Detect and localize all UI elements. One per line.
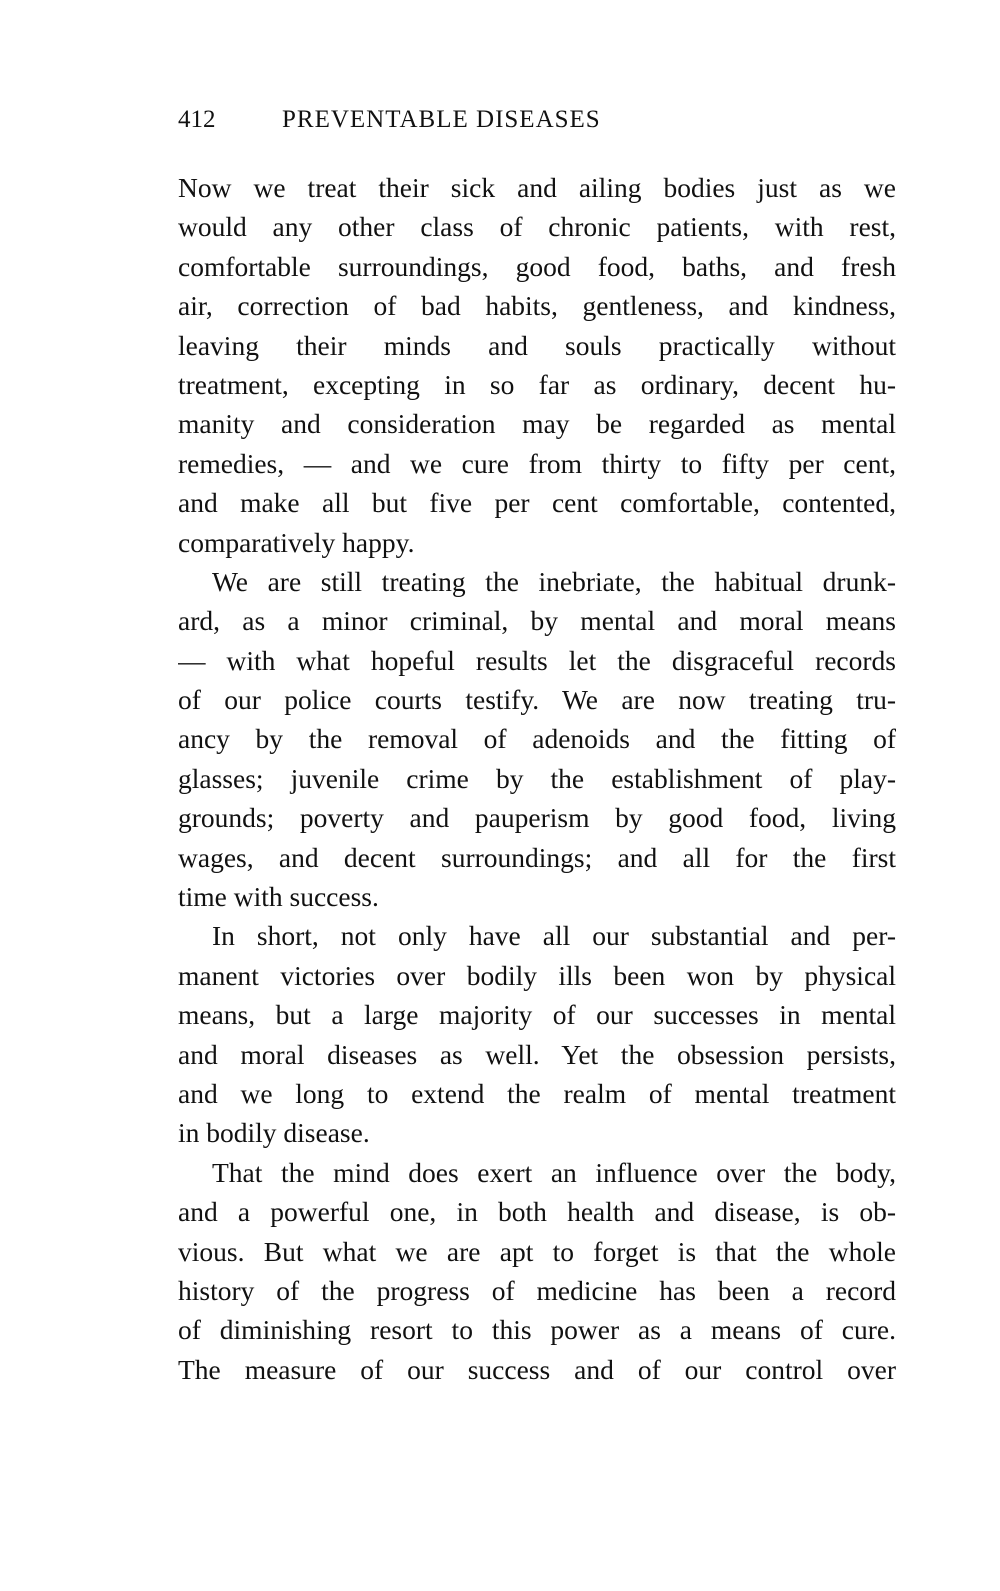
text-line: That the mind does exert an influence over the body, xyxy=(212,1156,896,1188)
text-line: of diminishing resort to this power as a means of cure. xyxy=(178,1314,896,1346)
text-line: and a powerful one, in both health and disease, is ob- xyxy=(178,1196,896,1228)
text-line: treatment, excepting in so far as ordinary, decent hu- xyxy=(178,368,896,400)
text-line: comparatively happy. xyxy=(178,526,415,558)
text-line: We are still treating the inebriate, the habitual drunk- xyxy=(212,565,896,597)
page-number: 412 xyxy=(178,106,216,133)
text-line: leaving their minds and souls practically without xyxy=(178,329,896,361)
text-line: The measure of our success and of our control over xyxy=(178,1353,896,1385)
text-line: time with success. xyxy=(178,881,379,913)
text-line: wages, and decent surroundings; and all for the first xyxy=(178,841,896,873)
text-line: in bodily disease. xyxy=(178,1117,370,1149)
text-line: vious. But what we are apt to forget is that the whole xyxy=(178,1235,896,1267)
text-line: air, correction of bad habits, gentleness, and kindness, xyxy=(178,290,896,322)
page-header xyxy=(178,106,896,142)
text-line: In short, not only have all our substantial and per- xyxy=(212,920,896,952)
text-line: would any other class of chronic patients, with rest, xyxy=(178,211,896,243)
text-line: and moral diseases as well. Yet the obsession persists, xyxy=(178,1038,896,1070)
text-line: means, but a large majority of our successes in mental xyxy=(178,999,896,1031)
text-line: history of the progress of medicine has been a record xyxy=(178,1274,896,1306)
text-line: glasses; juvenile crime by the establishment of play- xyxy=(178,762,896,794)
text-line: manity and consideration may be regarded as mental xyxy=(178,408,896,440)
text-line: remedies, — and we cure from thirty to fifty per cent, xyxy=(178,447,896,479)
paragraph xyxy=(178,916,896,1152)
text-line: and we long to extend the realm of mental treatment xyxy=(178,1077,896,1109)
text-line: and make all but five per cent comfortable, contented, xyxy=(178,487,896,519)
paragraph xyxy=(178,1153,896,1389)
paragraph xyxy=(178,168,896,562)
text-line: comfortable surroundings, good food, baths, and fresh xyxy=(178,250,896,282)
text-line: grounds; poverty and pauperism by good food, living xyxy=(178,802,896,834)
text-line: ancy by the removal of adenoids and the fitting of xyxy=(178,723,896,755)
running-title: PREVENTABLE DISEASES xyxy=(282,106,601,133)
text-line: — with what hopeful results let the disgraceful records xyxy=(178,644,896,676)
text-line: manent victories over bodily ills been won by physical xyxy=(178,959,896,991)
text-line: of our police courts testify. We are now treating tru- xyxy=(178,684,896,716)
paragraph xyxy=(178,562,896,917)
page-body xyxy=(178,168,896,1389)
text-line: ard, as a minor criminal, by mental and moral means xyxy=(178,605,896,637)
text-line: Now we treat their sick and ailing bodies just as we xyxy=(178,172,896,203)
